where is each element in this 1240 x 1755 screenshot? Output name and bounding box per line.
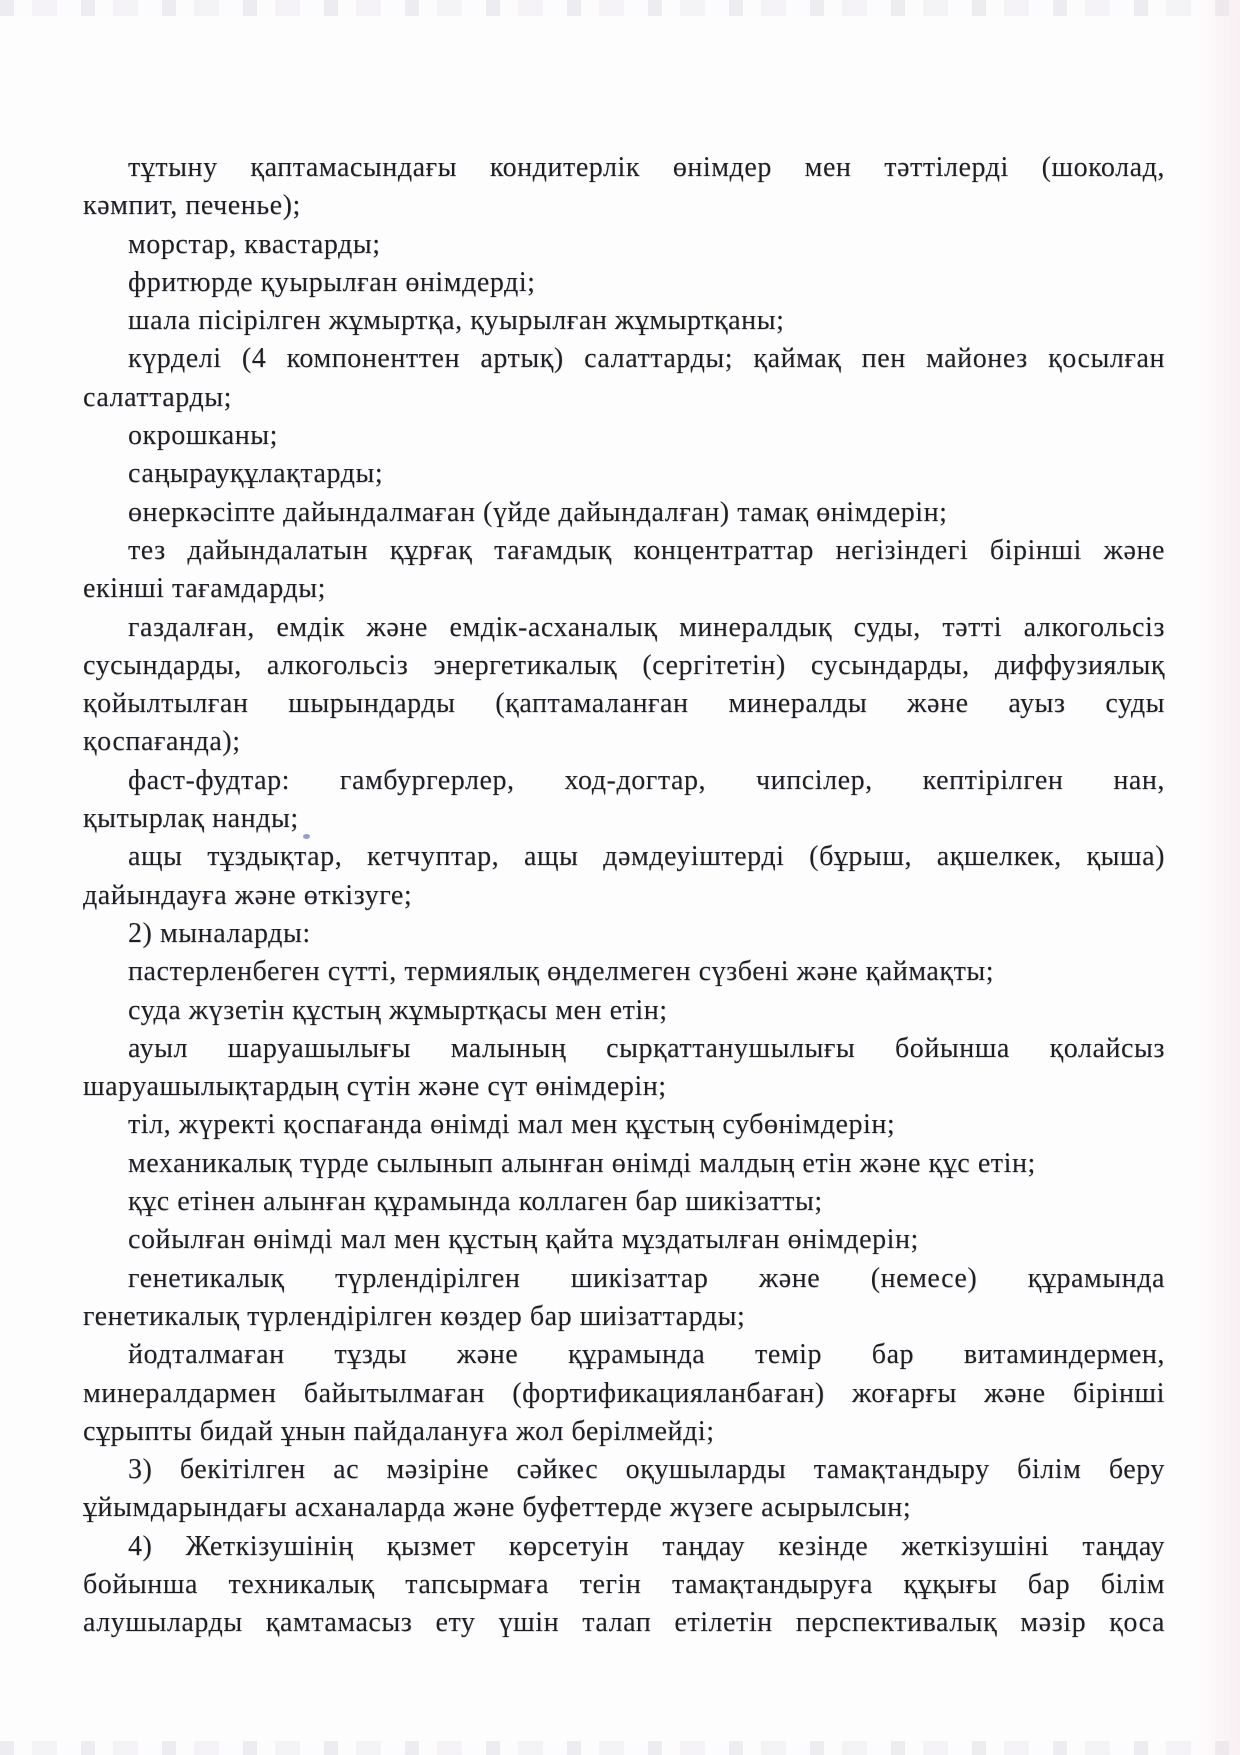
- text-line: кәмпит, печенье);: [83, 190, 301, 222]
- text-line: сусындарды, алкогольсіз энергетикалық (сергітетін) сусындарды, диффузиялық: [83, 649, 1165, 681]
- text-line: күрделі (4 компоненттен артық) салаттарды; қаймақ пен майонез қосылған: [128, 343, 1165, 375]
- text-line: алушыларды қамтамасыз ету үшін талап етілетін перспективалық мәзір қоса: [83, 1607, 1165, 1639]
- text-line: минералдармен байытылмаған (фортификацияланбаған) жоғарғы және бірінші: [83, 1377, 1165, 1409]
- scan-edge-artifact-bottom: [0, 1741, 1240, 1755]
- text-line: сойылған өнімді мал мен құстың қайта мұздатылған өнімдерін;: [128, 1224, 919, 1256]
- text-line: екінші тағамдарды;: [83, 573, 326, 605]
- ink-dot-artifact: [303, 834, 310, 839]
- text-line: 3) бекітілген ас мәзіріне сәйкес оқушыларды тамақтандыру білім беру: [128, 1454, 1165, 1486]
- text-line: дайындауға және өткізуге;: [83, 879, 413, 911]
- text-line: тез дайындалатын құрғақ тағамдық концентраттар негізіндегі бірінші және: [128, 534, 1165, 566]
- text-line: саңырауқұлақтарды;: [128, 458, 384, 490]
- text-line: йодталмаған тұзды және құрамында темір бар витаминдермен,: [128, 1339, 1165, 1371]
- text-line: сұрыпты бидай ұнын пайдалануға жол берілмейді;: [83, 1415, 715, 1447]
- text-line: ащы тұздықтар, кетчуптар, ащы дәмдеуіштерді (бұрыш, ақшелкек, қыша): [128, 841, 1165, 873]
- text-line: 4) Жеткізушінің қызмет көрсетуін таңдау кезінде жеткізушіні таңдау: [128, 1530, 1165, 1562]
- text-line: ұйымдарындағы асханаларда және буфеттерде жүзеге асырылсын;: [83, 1492, 912, 1524]
- scan-edge-artifact-top: [0, 0, 1240, 16]
- text-line: морстар, квастарды;: [128, 228, 381, 260]
- text-line: окрошканы;: [128, 420, 278, 452]
- text-line: тіл, жүректі қоспағанда өнімді мал мен құстың субөнімдерін;: [128, 1109, 896, 1141]
- text-line: фаст-фудтар: гамбургерлер, ход-догтар, чипсілер, кептірілген нан,: [128, 764, 1165, 796]
- text-line: қоспағанда);: [83, 726, 241, 758]
- text-line: 2) мыналарды:: [128, 917, 311, 949]
- text-line: тұтыну қаптамасындағы кондитерлік өнімдер мен тәттілерді (шоколад,: [128, 152, 1165, 183]
- text-line: құс етінен алынған құрамында коллаген бар шикізатты;: [128, 1186, 823, 1218]
- text-line: пастерленбеген сүтті, термиялық өңделмеген сүзбені және қаймақты;: [128, 956, 995, 988]
- text-line: қытырлақ нанды;: [83, 803, 299, 835]
- text-line: газдалған, емдік және емдік-асханалық минералдық суды, тәтті алкогольсіз: [128, 611, 1165, 643]
- text-line: суда жүзетін құстың жұмыртқасы мен етін;: [128, 994, 668, 1026]
- text-line: бойынша техникалық тапсырмаға тегін тамақтандыруға құқығы бар білім: [83, 1568, 1165, 1600]
- text-line: шала пісірілген жұмыртқа, қуырылған жұмыртқаны;: [128, 305, 785, 337]
- text-line: өнеркәсіпте дайындалмаған (үйде дайындалған) тамақ өнімдерін;: [128, 496, 948, 528]
- text-line: қойылтылған шырындарды (қаптамаланған минералды және ауыз суды: [83, 688, 1165, 720]
- text-line: фритюрде қуырылған өнімдерді;: [128, 266, 536, 298]
- text-line: генетикалық түрлендірілген көздер бар шиізаттарды;: [83, 1300, 746, 1332]
- text-line: салаттарды;: [83, 381, 232, 413]
- text-line: генетикалық түрлендірілген шикізаттар және (немесе) құрамында: [128, 1262, 1165, 1294]
- text-line: механикалық түрде сылынып алынған өнімді малдың етін және құс етін;: [128, 1147, 1036, 1179]
- text-line: шаруашылықтардың сүтін және сүт өнімдерін;: [83, 1071, 667, 1103]
- text-line: ауыл шаруашылығы малының сырқаттанушылығы бойынша қолайсыз: [128, 1032, 1165, 1064]
- document-text-block: [83, 149, 1165, 1643]
